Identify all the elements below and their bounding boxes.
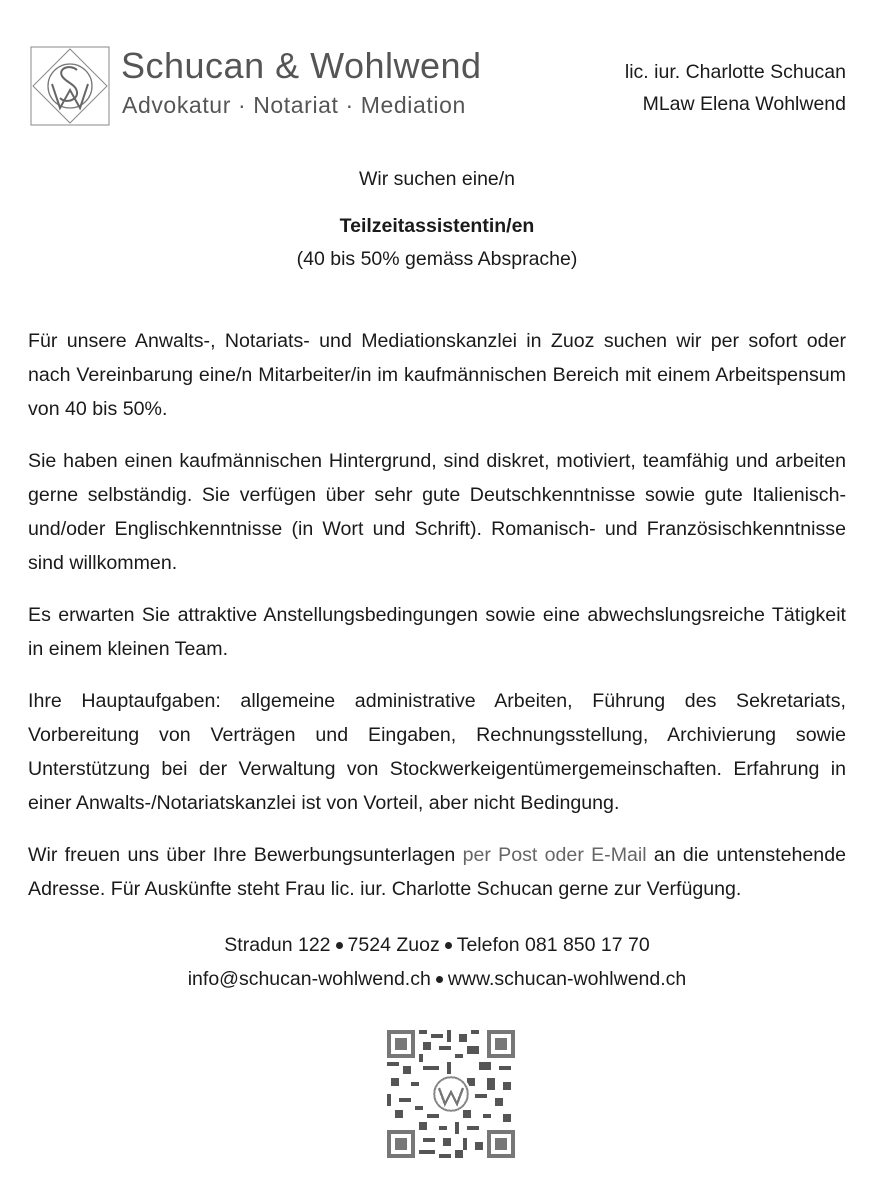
- paragraph-intro: Für unsere Anwalts-, Notariats- und Mediationskanzlei in Zuoz suchen wir per sofort oder nach Vereinbarung eine/n Mitarbeiter/in im kaufmännischen Bereich mit einem Arbeitspensum von 40 bis 50%.: [28, 330, 846, 420]
- bullet-icon: [436, 976, 443, 983]
- application-text: Wir freuen uns über Ihre Bewerbungsunterlagen: [28, 844, 463, 866]
- phone: Telefon 081 850 17 70: [456, 934, 650, 956]
- bullet-icon: [336, 942, 343, 949]
- firm-subtitle: Advokatur · Notariat · Mediation: [122, 92, 466, 118]
- application-text-end: an die untenstehende Adresse. Für Auskünfte steht Frau lic. iur. Charlotte Schucan gerne zur Verfügung.: [28, 844, 846, 900]
- paragraph-offer: Es erwarten Sie attraktive Anstellungsbedingungen sowie eine abwechslungsreiche Tätigkeit in einem kleinen Team.: [28, 604, 846, 660]
- contact-block: [0, 928, 874, 996]
- job-title: Teilzeitassistentin/en: [339, 215, 535, 237]
- application-method: per Post oder E-Mail: [462, 844, 647, 866]
- website-link[interactable]: www.schucan-wohlwend.ch: [447, 968, 687, 990]
- ad-intro: Wir suchen eine/n: [358, 168, 516, 190]
- partner-list: [625, 56, 846, 120]
- sw-monogram-icon: [30, 46, 110, 126]
- email-link[interactable]: info@schucan-wohlwend.ch: [187, 968, 431, 990]
- paragraph-profile: Sie haben einen kaufmännischen Hintergrund, sind diskret, motiviert, teamfähig und arbeiten gerne selbständig. Sie verfügen über sehr gute Deutschkenntnisse sowie gute Italienisch- und/oder Englischkenntnisse (in Wort und Schrift). Romanisch- und Französischkenntnisse sind willkommen.: [28, 450, 846, 574]
- paragraph-application: [28, 838, 846, 906]
- qr-code-icon: [387, 1030, 515, 1158]
- firm-name: Schucan & Wohlwend: [121, 45, 482, 86]
- bullet-icon: [445, 942, 452, 949]
- paragraph-tasks: Ihre Hauptaufgaben: allgemeine administrative Arbeiten, Führung des Sekretariats, Vorbereitung von Verträgen und Eingaben, Rechnungsstellung, Archivierung sowie Unterstützung bei der Verwaltung von Stockwerkeigentümergemeinschaften. Erfahrung in einer Anwalts-/Notariatskanzlei ist von Vorteil, aber nicht Bedingung.: [28, 690, 846, 814]
- address-line: [0, 928, 874, 962]
- partner-name: lic. iur. Charlotte Schucan: [624, 61, 846, 83]
- partner-name: MLaw Elena Wohlwend: [642, 93, 846, 115]
- online-line: [0, 962, 874, 996]
- job-subtitle: (40 bis 50% gemäss Absprache): [296, 248, 578, 270]
- city: 7524 Zuoz: [347, 934, 440, 956]
- street: Stradun 122: [224, 934, 331, 956]
- ad-body: [28, 324, 846, 924]
